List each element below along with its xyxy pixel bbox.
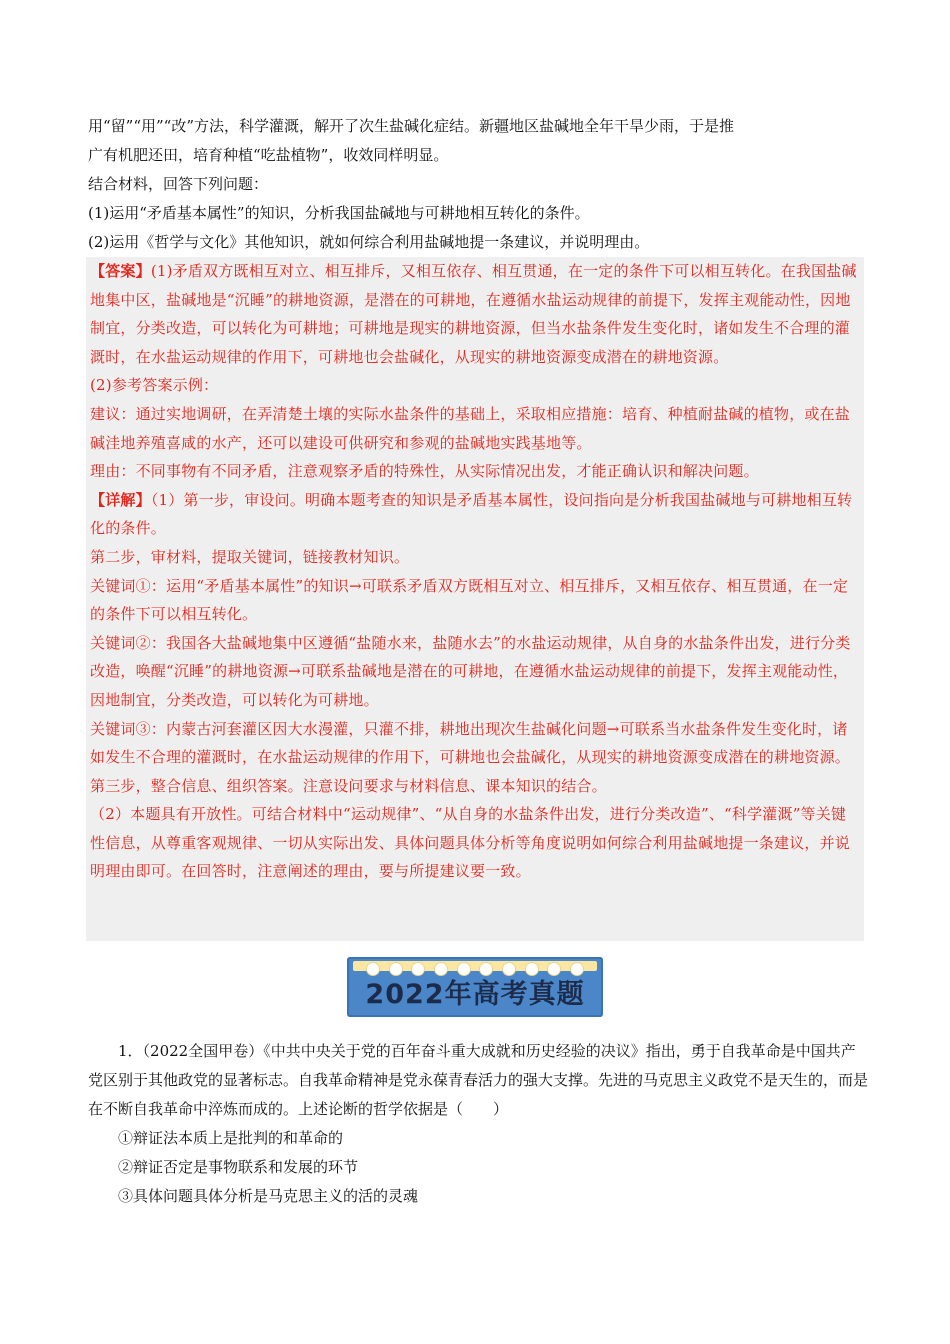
keyword-1: 关键词①：运用“矛盾基本属性”的知识→可联系矛盾双方既相互对立、相互排斥，又相互依存、相互贯通，在一定的条件下可以相互转化。 [90,576,849,624]
answer-explanation-box [86,257,864,941]
keyword-2: 关键词②：我国各大盐碱地集中区遵循“盐随水来，盐随水去”的水盐运动规律，从自身的水盐条件出发，进行分类改造，唤醒“沉睡”的耕地资源→可联系盐碱地是潜在的可耕地，在遵循水盐运动规律的前提下，发挥主观能动性，因地制宜，分类改造，可以转化为可耕地。 [90,633,851,709]
answer-paragraph-1 [90,257,860,371]
answer-tag: 【答案】 [90,262,151,280]
section-banner [347,957,603,1017]
option-3: ③具体问题具体分析是马克思主义的活的灵魂 [118,1187,419,1205]
banner-dot [367,963,379,975]
banner-dot [526,963,538,975]
keyword-3: 关键词③：内蒙古河套灌区因大水漫灌，只灌不排，耕地出现次生盐碱化问题→可联系当水盐条件发生变化时，诸如发生不合理的灌溉时，在水盐运动规律的作用下，可耕地也会盐碱化，从现实的耕地资源变成潜在的耕地资源。 [90,719,851,767]
banner-dot [571,963,583,975]
answer-text-1: (1)矛盾双方既相互对立、相互排斥，又相互依存、相互贯通，在一定的条件下可以相互转化。在我国盐碱地集中区，盐碱地是“沉睡”的耕地资源，是潜在的可耕地，在遵循水盐运动规律的前提下，发挥主观能动性，因地制宜，分类改造，可以转化为可耕地；可耕地是现实的耕地资源，但当水盐条件发生变化时，诸如发生不合理的灌溉时，在水盐运动规律的作用下，可耕地也会盐碱化，从现实的耕地资源变成潜在的耕地资源。 [90,262,857,366]
banner-stripe [353,961,597,971]
material-line-1: 用“留”“用”“改”方法，科学灌溉，解开了次生盐碱化症结。新疆地区盐碱地全年干旱少雨，于是推 [88,117,735,135]
banner-dot [503,963,515,975]
banner-dot [412,963,424,975]
banner-title: 2022年高考真题 [365,979,585,1010]
sub-question-1: (1)运用“矛盾基本属性”的知识，分析我国盐碱地与可耕地相互转化的条件。 [88,204,590,222]
banner-dot [548,963,560,975]
material-line-2: 广有机肥还田，培育种植“吃盐植物”，收效同样明显。 [88,146,449,164]
banner-dot [480,963,492,975]
answer-suggestion: 建议：通过实地调研，在弄清楚土壤的实际水盐条件的基础上，采取相应措施：培育、种植耐盐碱的植物，或在盐碱洼地养殖喜咸的水产，还可以建设可供研究和参观的盐碱地实践基地等。 [90,404,851,452]
exam-question [88,1037,868,1211]
question-prompt: 结合材料，回答下列问题： [88,175,269,193]
option-1: ①辩证法本质上是批判的和革命的 [118,1129,344,1147]
detail-step-2: 第二步，审材料，提取关键词，链接教材知识。 [90,547,410,566]
material-continuation [88,112,868,257]
banner-dots [367,963,583,975]
banner-dot [390,963,402,975]
banner-dot [435,963,447,975]
option-2: ②辩证否定是事物联系和发展的环节 [118,1158,359,1176]
banner-dot [458,963,470,975]
answer-paragraph-2: (2)参考答案示例： [90,376,219,395]
detail-tag: 【详解】 [90,490,151,509]
detail-text-1: （1）第一步，审设问。明确本题考查的知识是矛盾基本属性，设问指向是分析我国盐碱地与可耕地相互转化的条件。 [90,490,853,538]
question-stem: 1．（2022全国甲卷）《中共中央关于党的百年奋斗重大成就和历史经验的决议》指出，勇于自我革命是中国共产党区别于其他政党的显著标志。自我革命精神是党永葆青春活力的强大支撑。先进的马克思主义政党不是天生的，而是在不断自我革命中淬炼而成的。上述论断的哲学依据是（ ） [88,1042,869,1118]
answer-reason: 理由：不同事物有不同矛盾，注意观察矛盾的特殊性，从实际情况出发，才能正确认识和解决问题。 [90,462,759,481]
detail-paragraph-2: （2）本题具有开放性。可结合材料中“运动规律”、“从自身的水盐条件出发，进行分类改造”、“科学灌溉”等关键性信息，从尊重客观规律、一切从实际出发、具体问题具体分析等角度说明如何综合利用盐碱地提一条建议，并说明理由即可。在回答时，注意阐述的理由，要与所提建议要一致。 [90,805,851,881]
detail-step-3: 第三步，整合信息、组织答案。注意设问要求与材料信息、课本知识的结合。 [90,776,607,795]
detail-paragraph-1 [90,486,860,543]
sub-question-2: (2)运用《哲学与文化》其他知识，就如何综合利用盐碱地提一条建议，并说明理由。 [88,233,650,251]
